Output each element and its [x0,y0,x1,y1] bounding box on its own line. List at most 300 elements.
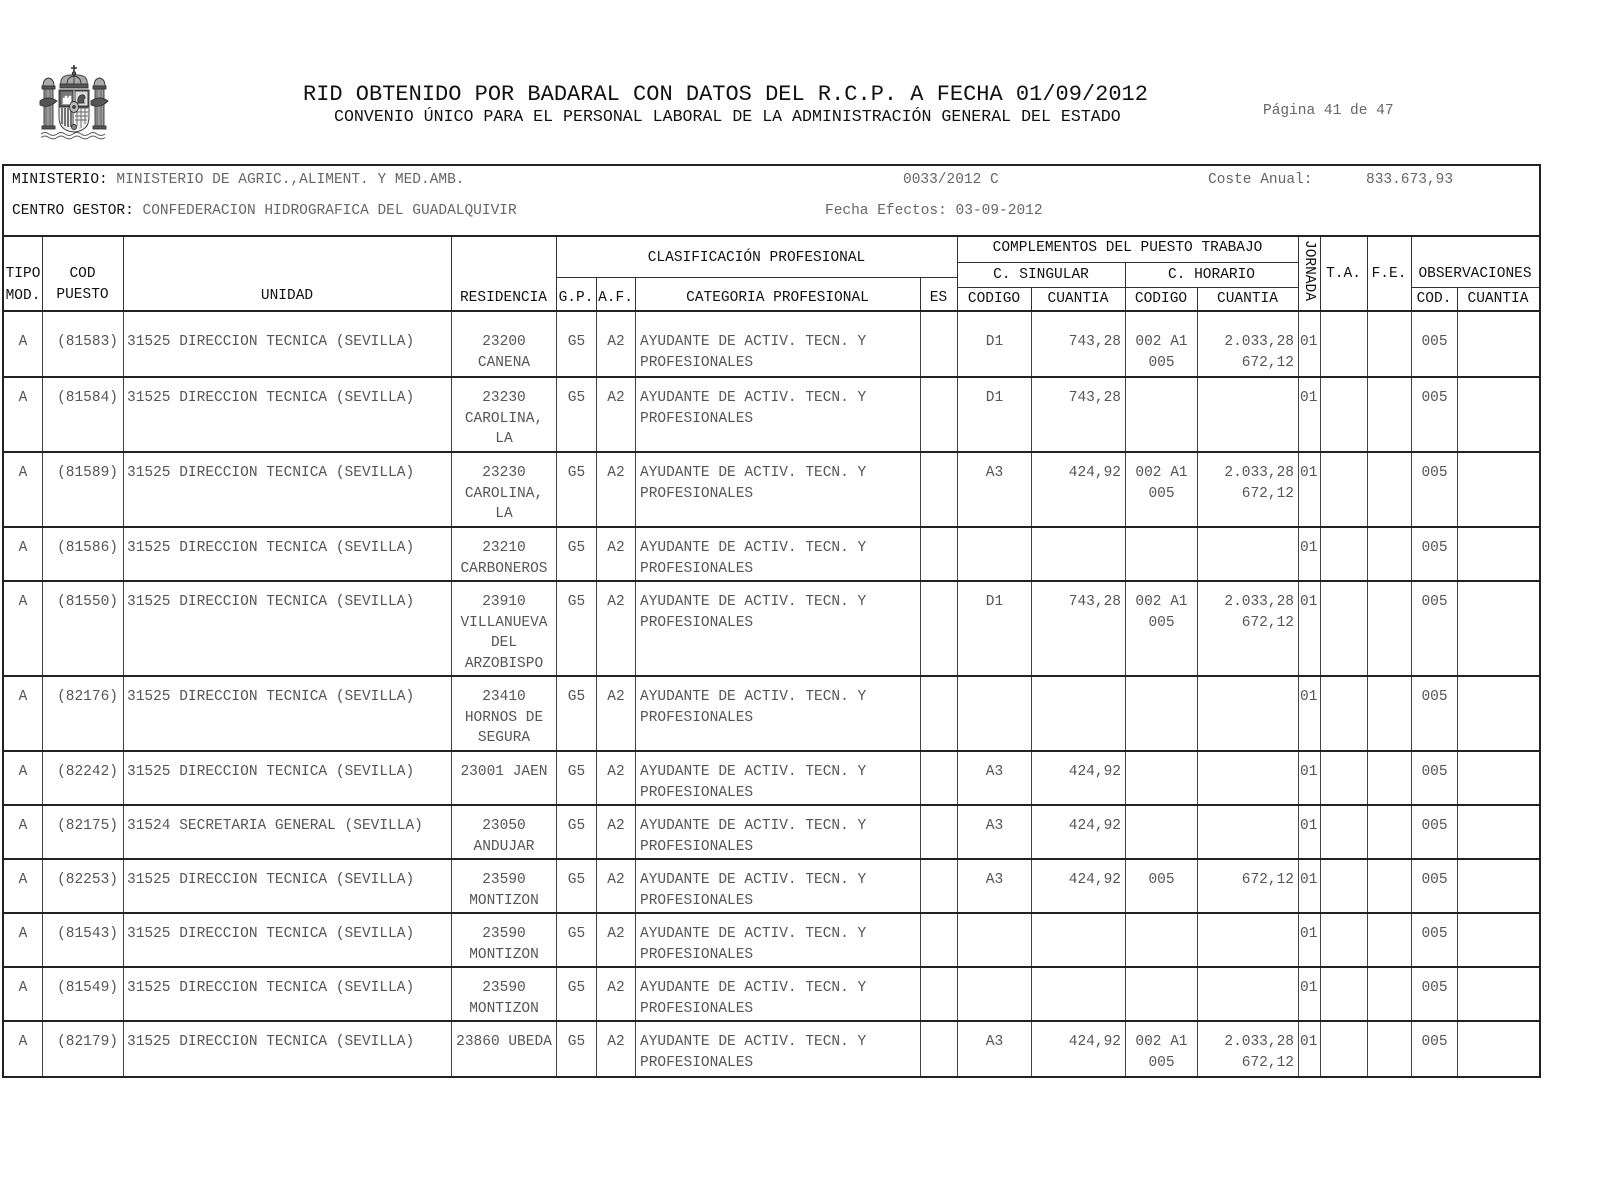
cell-jornada [1298,914,1320,966]
cell-af [596,582,635,675]
coat-of-arms-icon [39,64,109,140]
cell-line: 005 [1421,540,1448,556]
fecha-line [825,201,1043,221]
cell-line: AYUDANTE DE ACTIV. TECN. Y [640,872,867,888]
cell-ta [1320,378,1367,451]
cell-line: (81550) [57,594,118,610]
cell-cs-cuantia [1031,582,1125,675]
header-af: A.F. [598,290,633,306]
cell-line: 23860 UBEDA [456,1034,552,1050]
cell-line: VILLANUEVA [460,614,548,631]
cell-line: 672,12 [1241,1054,1294,1071]
cell-cod-puesto [42,752,123,804]
cell-obs-cuantia [1457,752,1539,804]
cell-line: PROFESIONALES [640,892,754,909]
cell-cod-puesto [42,968,123,1020]
cell-residencia [451,378,556,451]
cell-ta [1320,582,1367,675]
cell-ch-codigo [1125,752,1197,804]
cell-line: A2 [607,689,625,705]
cell-ta [1320,968,1367,1020]
cell-ch-codigo [1125,1022,1197,1076]
cell-categoria [635,312,920,376]
cell-residencia [451,806,556,858]
coste-label: Coste Anual: [1208,172,1313,188]
cell-line: 672,12 [1241,614,1294,631]
cell-categoria [635,752,920,804]
cell-line: AYUDANTE DE ACTIV. TECN. Y [640,465,867,481]
cell-line: A [18,872,28,888]
cell-line: A2 [607,1034,625,1050]
cell-es [920,378,957,451]
cell-line: AYUDANTE DE ACTIV. TECN. Y [640,980,867,996]
cell-ch-cuantia [1197,378,1298,451]
cell-line: MONTIZON [469,946,539,963]
cell-tipo [4,1022,42,1076]
cell-line: G5 [567,540,586,556]
cell-gp [556,860,596,912]
cell-line: CAROLINA, [464,410,544,427]
cell-ch-cuantia [1197,752,1298,804]
ministerio-value: MINISTERIO DE AGRIC.,ALIMENT. Y MED.AMB. [116,172,465,188]
cell-gp [556,914,596,966]
cell-line: A [18,689,28,705]
cell-line: 01 [1300,465,1318,481]
cell-cs-cuantia [1031,806,1125,858]
cell-gp [556,752,596,804]
cell-line: PROFESIONALES [640,354,754,371]
cell-ta [1320,752,1367,804]
cell-line: A2 [607,818,625,834]
cell-jornada [1298,528,1320,580]
cell-line: 01 [1300,872,1318,888]
cell-cs-cuantia [1031,1022,1125,1076]
cell-line: 31525 DIRECCION TECNICA (SEVILLA) [127,764,415,780]
cell-ch-codigo [1125,453,1197,526]
cell-cs-codigo [957,528,1031,580]
header-cs-cuantia: CUANTIA [1047,291,1109,307]
cell-unidad [123,860,451,912]
cell-line: (81543) [57,926,118,942]
cell-es [920,1022,957,1076]
cell-cs-codigo [957,806,1031,858]
cell-line: 31525 DIRECCION TECNICA (SEVILLA) [127,594,415,610]
header-ch-codigo: CODIGO [1134,291,1188,307]
cell-line: A [18,980,28,996]
cell-line: 005 [1421,926,1448,942]
cell-jornada [1298,378,1320,451]
cell-line: 743,28 [1068,334,1121,350]
cell-fe [1367,1022,1411,1076]
cell-cod-puesto [42,914,123,966]
cell-fe [1367,378,1411,451]
cell-line: D1 [985,594,1004,610]
cell-line: 23050 [482,818,526,834]
cell-line: 005 [1421,980,1448,996]
cell-fe [1367,677,1411,750]
cell-line: 005 [1421,465,1448,481]
header-unidad: UNIDAD [260,288,314,304]
coste-value: 833.673,93 [1366,172,1454,188]
cell-line: 23590 [482,926,526,942]
cell-cod-puesto [42,677,123,750]
header-es: ES [929,290,948,306]
cell-line: PROFESIONALES [640,838,754,855]
cell-unidad [123,914,451,966]
cell-line: A2 [607,980,625,996]
cell-line: A2 [607,390,625,406]
cell-line: 01 [1300,818,1318,834]
cell-af [596,752,635,804]
cell-line: ANDUJAR [473,838,535,855]
cell-cs-cuantia [1031,677,1125,750]
cell-line: DEL [490,635,518,651]
cell-cod-puesto [42,528,123,580]
cell-fe [1367,312,1411,376]
cell-line: 005 [1421,1034,1448,1050]
cell-line: ARZOBISPO [464,655,544,672]
cell-line: 005 [1148,1054,1175,1071]
cell-unidad [123,582,451,675]
cell-cs-codigo [957,752,1031,804]
header-residencia: RESIDENCIA [459,290,547,306]
cell-line: A [18,1034,28,1050]
header-complementos: COMPLEMENTOS DEL PUESTO TRABAJO [992,240,1263,256]
fecha-value: 03-09-2012 [955,203,1043,219]
cell-unidad [123,1022,451,1076]
cell-line: AYUDANTE DE ACTIV. TECN. Y [640,764,867,780]
cell-cod-puesto [42,582,123,675]
cell-es [920,860,957,912]
cell-line: 005 [1421,594,1448,610]
cell-obs-cod [1411,806,1457,858]
cell-obs-cod [1411,1022,1457,1076]
centro-label: CENTRO GESTOR: [12,203,134,219]
cell-categoria [635,582,920,675]
header-obs-cuantia: CUANTIA [1467,291,1529,307]
cell-af [596,860,635,912]
cell-line: PROFESIONALES [640,560,754,577]
cell-cs-codigo [957,1022,1031,1076]
cell-line: 002 A1 [1135,334,1188,350]
cell-ch-cuantia [1197,968,1298,1020]
cell-fe [1367,752,1411,804]
cell-cs-codigo [957,914,1031,966]
cell-ch-cuantia [1197,914,1298,966]
cell-line: 01 [1300,689,1318,705]
table-row [4,968,1539,1022]
cell-line: G5 [567,594,586,610]
cell-unidad [123,677,451,750]
cell-jornada [1298,453,1320,526]
cell-gp [556,582,596,675]
cell-gp [556,453,596,526]
cell-line: G5 [567,689,586,705]
cell-obs-cod [1411,453,1457,526]
cell-tipo [4,312,42,376]
cell-cs-codigo [957,968,1031,1020]
cell-line: G5 [567,1034,586,1050]
cell-line: AYUDANTE DE ACTIV. TECN. Y [640,540,867,556]
cell-line: 672,12 [1241,485,1294,502]
cell-line: A2 [607,465,625,481]
table-row [4,453,1539,528]
cell-line: 31525 DIRECCION TECNICA (SEVILLA) [127,980,415,996]
cell-line: G5 [567,334,586,350]
cell-ta [1320,528,1367,580]
cell-line: AYUDANTE DE ACTIV. TECN. Y [640,390,867,406]
cell-jornada [1298,582,1320,675]
cell-line: 23910 [482,594,526,610]
cell-line: 2.033,28 [1224,594,1294,610]
cell-ch-codigo [1125,968,1197,1020]
cell-residencia [451,968,556,1020]
cell-jornada [1298,968,1320,1020]
cell-tipo [4,528,42,580]
cell-unidad [123,312,451,376]
cell-tipo [4,677,42,750]
cell-cod-puesto [42,378,123,451]
cell-cod-puesto [42,1022,123,1076]
cell-jornada [1298,860,1320,912]
cell-residencia [451,860,556,912]
table-row [4,752,1539,806]
cell-obs-cod [1411,752,1457,804]
cell-line: (82242) [57,764,118,780]
cell-line: 01 [1300,980,1318,996]
cell-es [920,752,957,804]
cell-line: G5 [567,872,586,888]
cell-ch-cuantia [1197,453,1298,526]
cell-cs-codigo [957,312,1031,376]
cell-ch-codigo [1125,914,1197,966]
header-fe: F.E. [1371,266,1407,282]
header-ta: T.A. [1326,266,1361,282]
cell-categoria [635,677,920,750]
cell-line: CAROLINA, [464,485,544,502]
cell-es [920,677,957,750]
cell-jornada [1298,312,1320,376]
cell-line: 01 [1300,540,1318,556]
cell-line: D1 [985,334,1004,350]
info-section [4,166,1539,237]
cell-cs-cuantia [1031,968,1125,1020]
cell-line: 005 [1421,390,1448,406]
cell-jornada [1298,806,1320,858]
cell-line: AYUDANTE DE ACTIV. TECN. Y [640,689,867,705]
cell-es [920,453,957,526]
cell-af [596,1022,635,1076]
cell-line: 31525 DIRECCION TECNICA (SEVILLA) [127,465,415,481]
cell-line: 424,92 [1068,872,1121,888]
cell-categoria [635,453,920,526]
cell-ta [1320,860,1367,912]
cell-tipo [4,806,42,858]
cell-unidad [123,806,451,858]
cell-gp [556,528,596,580]
cell-jornada [1298,752,1320,804]
cell-ch-cuantia [1197,1022,1298,1076]
cell-line: AYUDANTE DE ACTIV. TECN. Y [640,334,867,350]
cell-line: G5 [567,926,586,942]
cell-residencia [451,582,556,675]
cell-line: 005 [1148,354,1175,371]
table-row [4,914,1539,968]
cell-af [596,378,635,451]
cell-line: 005 [1148,614,1175,631]
cell-line: AYUDANTE DE ACTIV. TECN. Y [640,926,867,942]
cell-residencia [451,677,556,750]
cell-line: (81583) [57,334,118,350]
cell-obs-cuantia [1457,914,1539,966]
cell-es [920,914,957,966]
cell-obs-cuantia [1457,582,1539,675]
centro-line [12,201,517,221]
cell-line: 002 A1 [1135,594,1188,610]
document-title: RID OBTENIDO POR BADARAL CON DATOS DEL R.C.P. A FECHA 01/09/2012 [303,82,1148,107]
cell-af [596,806,635,858]
cell-jornada [1298,677,1320,750]
cell-es [920,582,957,675]
cell-line: 2.033,28 [1224,465,1294,481]
cell-line: A2 [607,540,625,556]
cell-fe [1367,453,1411,526]
cell-line: 23200 [482,334,526,350]
cell-ta [1320,453,1367,526]
cell-cs-cuantia [1031,378,1125,451]
header-ch-cuantia: CUANTIA [1217,291,1278,307]
cell-line: G5 [567,980,586,996]
cell-ta [1320,677,1367,750]
cell-line: A2 [607,334,625,350]
cell-ch-codigo [1125,312,1197,376]
cell-obs-cod [1411,378,1457,451]
cell-tipo [4,752,42,804]
table-row [4,582,1539,677]
table-header [4,237,1539,312]
cell-obs-cod [1411,582,1457,675]
cell-line: G5 [567,390,586,406]
header-tipo: TIPO [5,266,41,282]
cell-cs-cuantia [1031,914,1125,966]
table-row [4,378,1539,453]
cell-cod-puesto [42,312,123,376]
cell-line: A [18,390,28,406]
cell-obs-cod [1411,968,1457,1020]
cell-line: (81589) [57,465,118,481]
cell-line: 31525 DIRECCION TECNICA (SEVILLA) [127,689,415,705]
cell-ch-codigo [1125,582,1197,675]
cell-line: 23410 [482,689,526,705]
table-body [4,312,1539,1076]
cell-fe [1367,860,1411,912]
cell-cs-cuantia [1031,453,1125,526]
cell-line: SEGURA [477,730,531,746]
cell-line: PROFESIONALES [640,614,754,631]
cell-af [596,968,635,1020]
cell-obs-cuantia [1457,968,1539,1020]
cell-tipo [4,453,42,526]
cell-categoria [635,968,920,1020]
cell-line: 23230 [482,390,526,406]
cell-line: HORNOS DE [464,709,544,726]
cell-obs-cuantia [1457,528,1539,580]
cell-tipo [4,914,42,966]
cell-line: 672,12 [1241,872,1294,888]
cell-ch-cuantia [1197,312,1298,376]
cell-line: CARBONEROS [460,560,548,577]
header-jornada: JORNADA [1301,240,1317,301]
cell-line: (81549) [57,980,118,996]
cell-line: 31525 DIRECCION TECNICA (SEVILLA) [127,390,415,406]
cell-obs-cod [1411,312,1457,376]
cell-cs-codigo [957,860,1031,912]
cell-ch-cuantia [1197,860,1298,912]
cell-line: 23001 JAEN [460,764,548,780]
cell-fe [1367,582,1411,675]
cell-line: 005 [1148,872,1175,888]
cell-obs-cuantia [1457,453,1539,526]
header-cs-codigo: CODIGO [967,291,1021,307]
cell-line: 2.033,28 [1224,334,1294,350]
header-c-horario: C. HORARIO [1167,267,1255,283]
cell-line: 2.033,28 [1224,1034,1294,1050]
header-c-singular: C. SINGULAR [993,267,1089,283]
cell-line: A [18,926,28,942]
table-row [4,312,1539,378]
header-clasificacion: CLASIFICACIÓN PROFESIONAL [647,250,866,266]
cell-ta [1320,1022,1367,1076]
cell-unidad [123,752,451,804]
cell-line: (82176) [57,689,118,705]
cell-cod-puesto [42,860,123,912]
header-observaciones: OBSERVACIONES [1418,266,1532,282]
cell-cs-cuantia [1031,528,1125,580]
cell-gp [556,1022,596,1076]
cell-line: 01 [1300,594,1318,610]
cell-line: AYUDANTE DE ACTIV. TECN. Y [640,1034,867,1050]
cell-line: A [18,465,28,481]
cell-unidad [123,378,451,451]
header-puesto: PUESTO [56,287,109,303]
table-row [4,1022,1539,1076]
cell-ch-codigo [1125,860,1197,912]
table-row [4,677,1539,752]
ministerio-line [12,170,464,190]
header-cod: COD [69,266,96,282]
cell-ch-cuantia [1197,806,1298,858]
cell-af [596,914,635,966]
cell-line: LA [495,431,513,447]
cell-line: MONTIZON [469,892,539,909]
cell-gp [556,378,596,451]
cell-jornada [1298,1022,1320,1076]
cell-line: (82175) [57,818,118,834]
cell-line: 424,92 [1068,764,1121,780]
cell-line: A2 [607,764,625,780]
cell-line: PROFESIONALES [640,410,754,427]
cell-categoria [635,1022,920,1076]
cell-line: 31525 DIRECCION TECNICA (SEVILLA) [127,872,415,888]
cell-gp [556,968,596,1020]
cell-obs-cod [1411,677,1457,750]
cell-line: AYUDANTE DE ACTIV. TECN. Y [640,594,867,610]
cell-line: 31524 SECRETARIA GENERAL (SEVILLA) [127,818,423,834]
document-subtitle: CONVENIO ÚNICO PARA EL PERSONAL LABORAL DE LA ADMINISTRACIÓN GENERAL DEL ESTADO [334,107,1121,126]
cell-tipo [4,968,42,1020]
cell-line: 002 A1 [1135,1034,1188,1050]
cell-obs-cuantia [1457,806,1539,858]
